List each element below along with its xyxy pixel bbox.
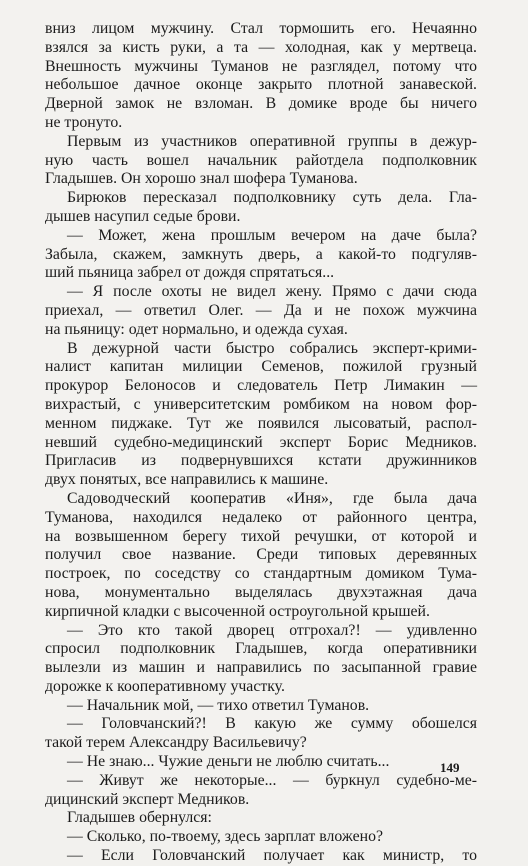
text-line: не тронуто. bbox=[45, 113, 123, 131]
text-line: такой терем Александру Васильевичу? bbox=[45, 734, 307, 752]
text-line: Садоводческий кооператив «Иня», где была дача bbox=[67, 489, 477, 507]
paragraph bbox=[45, 622, 477, 697]
paragraph bbox=[45, 772, 477, 810]
paragraph bbox=[45, 189, 477, 227]
paragraph bbox=[45, 809, 477, 828]
text-line: нова, монументально выделялась двухэтажная дача bbox=[45, 583, 477, 601]
text-line: — Головчанский?! В какую же сумму обошелся bbox=[67, 715, 477, 733]
page-text bbox=[45, 20, 477, 866]
text-line: вниз лицом мужчину. Стал тормошить его. Нечаянно bbox=[45, 20, 477, 37]
paragraph bbox=[45, 490, 477, 622]
text-line: ную часть вошел начальник райотдела подполковник bbox=[45, 151, 477, 169]
text-line: приехал, — ответил Олег. — Да и не похож мужчина bbox=[45, 301, 477, 319]
text-line: Гладышев обернулся: bbox=[67, 809, 212, 827]
text-line: вихрастый, с университетским ромбиком на новом фор- bbox=[45, 395, 477, 413]
text-line: получил свое название. Среди типовых деревянных bbox=[45, 546, 477, 564]
text-line: — Не знаю... Чужие деньги не люблю считать... bbox=[67, 753, 390, 771]
text-line: на пьяницу: одет нормально, и одежда сухая. bbox=[45, 320, 348, 338]
paragraph bbox=[45, 753, 477, 772]
text-line: — Это кто такой дворец отгрохал?! — удивленно bbox=[67, 621, 477, 639]
text-line: спросил подполковник Гладышев, когда оперативники bbox=[45, 640, 477, 658]
text-line: Пригласив из подвернувшихся кстати дружинников bbox=[45, 452, 477, 470]
paragraph bbox=[45, 340, 477, 490]
text-line: В дежурной части быстро собрались эксперт-крими- bbox=[67, 339, 477, 357]
text-line: — Если Головчанский получает как министр, то bbox=[67, 847, 477, 865]
page-number: 149 bbox=[440, 760, 460, 775]
text-line: взялся за кисть руки, а та — холодная, как у мертвеца. bbox=[45, 38, 477, 56]
text-line: — Сколько, по-твоему, здесь зарплат вложено? bbox=[67, 828, 384, 846]
paragraph bbox=[45, 227, 477, 283]
text-line: Гладышев. Он хорошо знал шофера Туманова. bbox=[45, 170, 358, 188]
text-line: построек, по соседству со стандартным домиком Тума- bbox=[45, 565, 477, 583]
text-line: вылезли из машин и направились по засыпанной гравие bbox=[45, 659, 477, 677]
text-line: — Я после охоты не видел жену. Прямо с дачи сюда bbox=[67, 283, 477, 301]
text-line: — Может, жена прошлым вечером на даче была? bbox=[67, 226, 477, 244]
text-line: налист капитан милиции Семенов, пожилой грузный bbox=[45, 358, 477, 376]
text-line: Первым из участников оперативной группы в дежур- bbox=[67, 132, 477, 150]
text-line: небольшое дачное оконце закрыто плотной занавеской. bbox=[45, 76, 477, 94]
paragraph bbox=[45, 133, 477, 189]
paragraph bbox=[45, 847, 477, 866]
text-line: прокурор Белоносов и следователь Петр Лимакин — bbox=[45, 377, 477, 395]
text-line: Туманова, находился недалеко от районного центра, bbox=[45, 508, 477, 526]
text-line: дорожке к кооперативному участку. bbox=[45, 677, 285, 695]
text-line: Бирюков пересказал подполковнику суть дела. Гла- bbox=[67, 189, 477, 207]
text-line: менном пиджаке. Тут же появился лысоватый, распол- bbox=[45, 414, 477, 432]
text-line: ший пьяница забрел от дождя спрятаться... bbox=[45, 264, 335, 282]
paragraph bbox=[45, 715, 477, 753]
text-line: Дверной замок не взломан. В домике вроде бы ничего bbox=[45, 95, 477, 113]
text-line: невший судебно-медицинский эксперт Борис Медников. bbox=[45, 433, 477, 451]
text-line: дышев насупил седые брови. bbox=[45, 207, 241, 225]
paragraph bbox=[45, 697, 477, 716]
text-line: двух понятых, все направились к машине. bbox=[45, 471, 329, 489]
text-line: — Начальник мой, — тихо ответил Туманов. bbox=[67, 696, 370, 714]
paragraph bbox=[45, 283, 477, 339]
text-line: Забыла, скажем, замкнуть дверь, а какой-то подгуляв- bbox=[45, 245, 477, 263]
paragraph bbox=[45, 828, 477, 847]
text-line: дицинский эксперт Медников. bbox=[45, 790, 250, 808]
text-line: на возвышенном берегу тихой речушки, от которой и bbox=[45, 527, 477, 545]
text-line: Внешность мужчины Туманов не разглядел, потому что bbox=[45, 57, 477, 75]
paragraph bbox=[45, 20, 477, 133]
text-line: кирпичной кладки с высоченной остроугольной крышей. bbox=[45, 602, 430, 620]
text-line: — Живут же некоторые... — буркнул судебно-ме- bbox=[67, 771, 477, 789]
